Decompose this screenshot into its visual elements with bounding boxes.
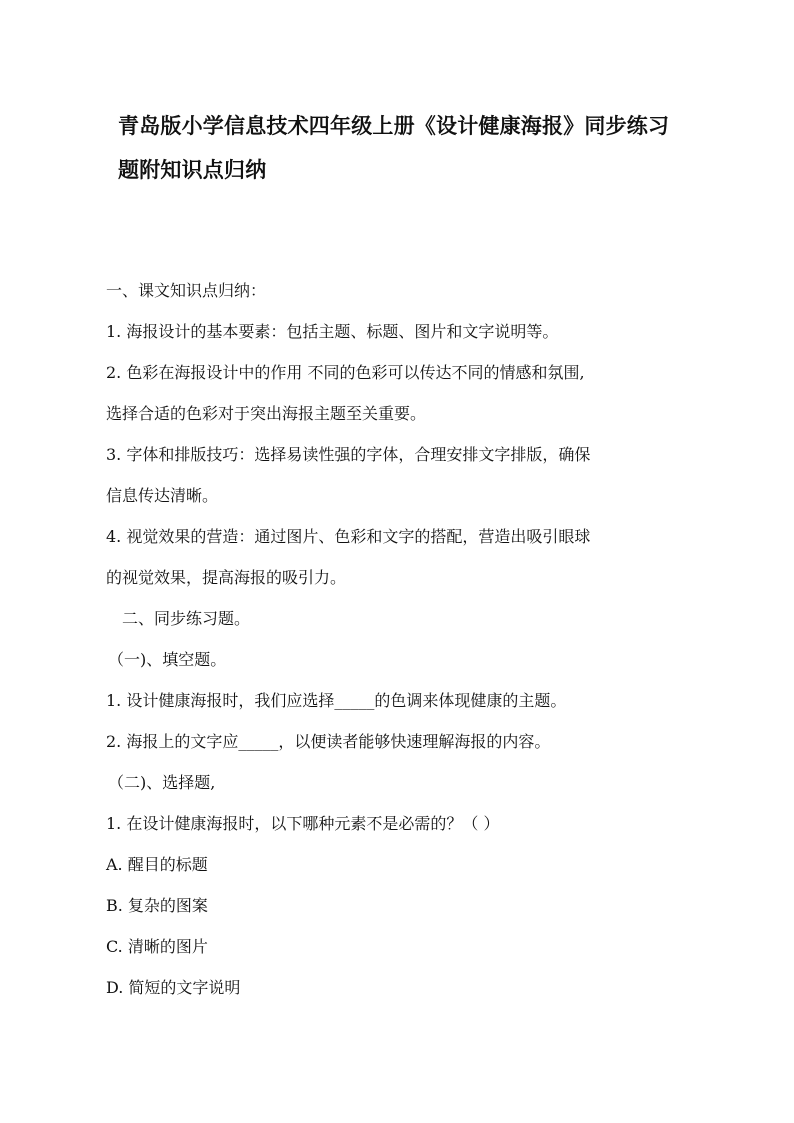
- document-body: [106, 270, 686, 1008]
- knowledge-point-3-line-2: 信息传达清晰。: [106, 486, 219, 505]
- knowledge-point-4-line-2: 的视觉效果，提高海报的吸引力。: [106, 568, 347, 587]
- title-line-1: 青岛版小学信息技术四年级上册《设计健康海报》同步练习: [118, 114, 670, 138]
- document-title: [118, 104, 688, 192]
- choice-option-c: C. 清晰的图片: [106, 937, 208, 956]
- choice-option-a: A. 醒目的标题: [106, 855, 208, 874]
- multiple-choice-heading: （二)、选择题,: [108, 773, 216, 792]
- section-heading-exercises: 二、同步练习题。: [122, 609, 251, 628]
- fill-blank-heading: （一)、填空题。: [108, 650, 227, 669]
- fill-blank-question-1: 1. 设计健康海报时，我们应选择_____的色调来体现健康的主题。: [106, 691, 567, 710]
- choice-option-d: D. 简短的文字说明: [106, 978, 241, 997]
- multiple-choice-question-1: 1. 在设计健康海报时，以下哪种元素不是必需的？（ ）: [106, 814, 500, 833]
- knowledge-point-1: 1. 海报设计的基本要素：包括主题、标题、图片和文字说明等。: [106, 322, 559, 341]
- title-line-2: 题附知识点归纳: [118, 158, 267, 182]
- knowledge-point-2-line-2: 选择合适的色彩对于突出海报主题至关重要。: [106, 404, 427, 423]
- fill-blank-question-2: 2. 海报上的文字应_____，以便读者能够快速理解海报的内容。: [106, 732, 551, 751]
- knowledge-point-3-line-1: 3. 字体和排版技巧：选择易读性强的字体，合理安排文字排版，确保: [106, 445, 591, 464]
- section-heading-knowledge: 一、课文知识点归纳：: [106, 281, 267, 300]
- knowledge-point-4-line-1: 4. 视觉效果的营造：通过图片、色彩和文字的搭配，营造出吸引眼球: [106, 527, 591, 546]
- knowledge-point-2-line-1: 2. 色彩在海报设计中的作用 不同的色彩可以传达不同的情感和氛围,: [106, 363, 585, 382]
- choice-option-b: B. 复杂的图案: [106, 896, 208, 915]
